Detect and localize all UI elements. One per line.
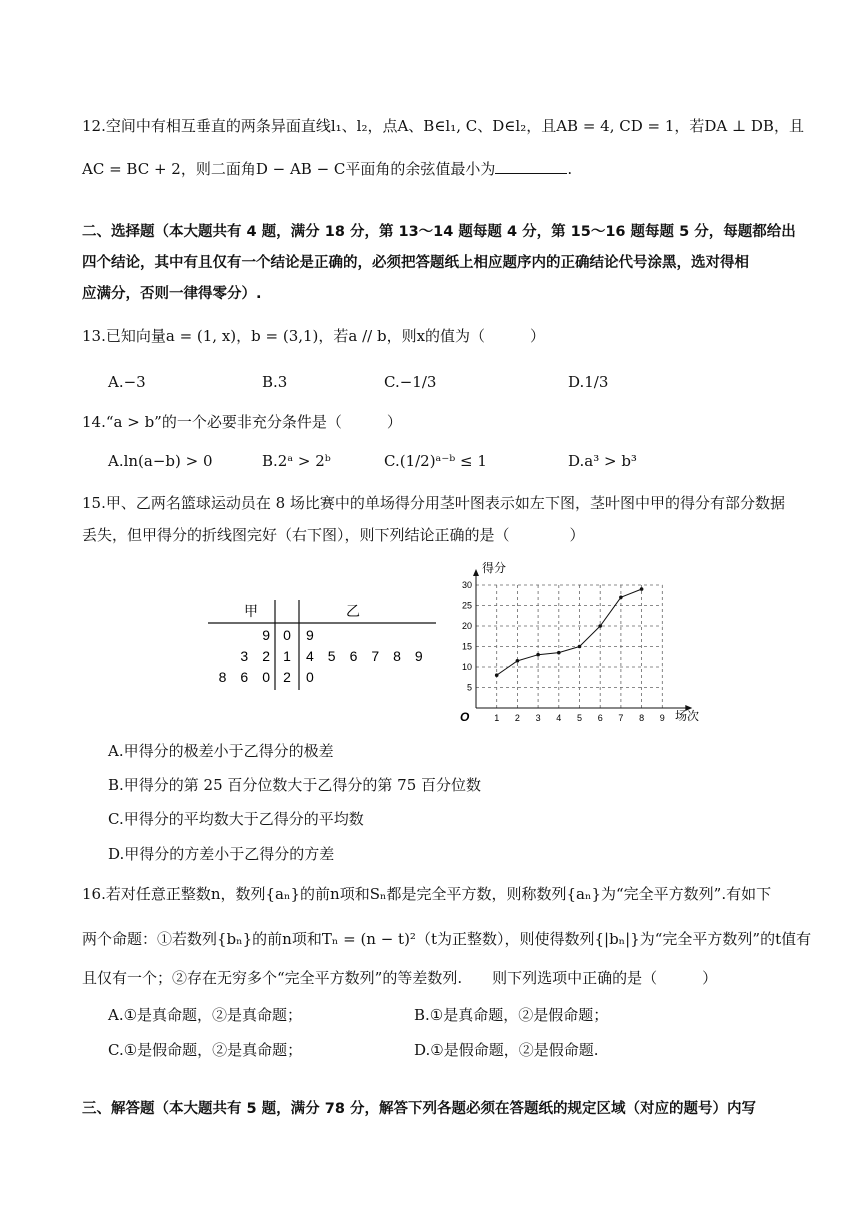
data-point (578, 645, 582, 649)
x-tick-label: 8 (639, 713, 645, 723)
score-line-chart (442, 558, 707, 728)
data-point (516, 659, 520, 663)
stem-leaf-stem-1: 1 (283, 648, 291, 664)
stem-leaf-header-left: 甲 (244, 603, 258, 619)
data-point (557, 651, 561, 655)
stem-leaf-stem-0: 0 (283, 627, 291, 643)
q14-option-a[interactable]: A.ln(a−b) > 0 (108, 452, 213, 470)
q15-option-c[interactable]: C.甲得分的平均数大于乙得分的平均数 (108, 810, 364, 828)
q15-option-a[interactable]: A.甲得分的极差小于乙得分的极差 (108, 742, 334, 760)
y-tick-label: 15 (461, 641, 472, 652)
q13-stem: 13.已知向量a = (1, x)，b = (3,1)，若a // b，则x的值为（ ） (82, 327, 546, 345)
q16-line2: 两个命题：①若数列{bₙ}的前n项和Tₙ = (n − t)²（t为正整数），则使得数列{|bₙ|}为“完全平方数列”的t值有 (82, 930, 812, 948)
chart-xlabel: 场次 (675, 709, 700, 723)
stem-leaf-left-2: 8 6 0 (218, 669, 270, 685)
x-tick-label: 2 (514, 713, 520, 723)
chart-ylabel: 得分 (482, 561, 507, 575)
q12-line2 (82, 160, 572, 178)
y-tick-label: 5 (466, 682, 472, 693)
stem-leaf-stem-2: 2 (283, 669, 291, 685)
data-point (536, 653, 540, 657)
q16-line3: 且仅有一个；②存在无穷多个“完全平方数列”的等差数列. 则下列选项中正确的是（ ） (82, 969, 718, 987)
q13-option-d[interactable]: D.1/3 (568, 373, 609, 391)
y-axis-arrow (473, 569, 479, 576)
chart-axes (473, 569, 692, 711)
answer-blank[interactable] (495, 161, 567, 174)
chart-origin-label: O (460, 710, 470, 724)
x-tick-label: 4 (556, 713, 562, 723)
q14-option-c[interactable]: C.(1/2)ᵃ⁻ᵇ ≤ 1 (384, 452, 487, 470)
q13-option-a[interactable]: A.−3 (108, 373, 146, 391)
section2-line1: 二、选择题（本大题共有 4 题，满分 18 分，第 13～14 题每题 4 分，第 15～16 题每题 5 分，每题都给出 (82, 224, 796, 240)
x-tick-label: 7 (618, 713, 624, 723)
y-tick-label: 25 (461, 600, 472, 611)
y-tick-label: 10 (461, 662, 472, 672)
section2-line2: 四个结论，其中有且仅有一个结论是正确的，必须把答题纸上相应题序内的正确结论代号涂黑，选对得相 (82, 255, 749, 271)
q16-option-c[interactable]: C.①是假命题，②是真命题； (108, 1041, 303, 1059)
q13-option-c[interactable]: C.−1/3 (384, 373, 437, 391)
x-tick-label: 6 (597, 713, 603, 723)
stem-leaf-right-2: 0 (306, 669, 314, 685)
stem-leaf-header-right: 乙 (346, 603, 360, 619)
q16-option-d[interactable]: D.①是假命题，②是假命题. (414, 1041, 599, 1059)
q14-option-b[interactable]: B.2ᵃ > 2ᵇ (262, 452, 331, 470)
q16-line1: 16.若对任意正整数n，数列{aₙ}的前n项和Sₙ都是完全平方数，则称数列{aₙ}为“完全平方数列”.有如下 (82, 885, 772, 903)
section3-line1: 三、解答题（本大题共有 5 题，满分 78 分，解答下列各题必须在答题纸的规定区域（对应的题号）内写 (82, 1101, 756, 1117)
q13-option-b[interactable]: B.3 (262, 373, 288, 391)
data-point (495, 673, 499, 677)
x-tick-label: 3 (535, 713, 541, 723)
x-tick-label: 1 (494, 713, 500, 723)
x-tick-label: 5 (576, 713, 583, 723)
stem-leaf-left-0: 9 (262, 627, 270, 643)
q15-line1: 15.甲、乙两名篮球运动员在 8 场比赛中的单场得分用茎叶图表示如左下图，茎叶图中甲的得分有部分数据 (82, 494, 785, 512)
q12-line1: 12.空间中有相互垂直的两条异面直线l₁、l₂，点A、B∈l₁, C、D∈l₂，且AB = 4, CD = 1，若DA ⊥ DB，且 (82, 117, 804, 135)
q16-option-b[interactable]: B.①是真命题，②是假命题； (414, 1006, 609, 1024)
stem-leaf-plot (208, 598, 436, 692)
q15-option-b[interactable]: B.甲得分的第 25 百分位数大于乙得分的第 75 百分位数 (108, 776, 482, 794)
y-tick-label: 20 (461, 621, 472, 631)
stem-leaf-right-1: 4 5 6 7 8 9 (306, 648, 423, 664)
q15-option-d[interactable]: D.甲得分的方差小于乙得分的方差 (108, 845, 335, 863)
data-point (640, 587, 644, 591)
q15-line2: 丢失，但甲得分的折线图完好（右下图），则下列结论正确的是（ ） (82, 526, 585, 544)
x-tick-label: 9 (659, 713, 665, 723)
q14-option-d[interactable]: D.a³ > b³ (568, 452, 637, 470)
q12-end: . (567, 160, 573, 178)
y-tick-label: 30 (461, 580, 472, 590)
stem-leaf-left-1: 3 2 (240, 648, 270, 664)
stem-leaf-right-0: 9 (306, 627, 314, 643)
q16-option-a[interactable]: A.①是真命题，②是真命题； (108, 1006, 303, 1024)
q12-line2-text: AC = BC + 2，则二面角D − AB − C平面角的余弦值最小为 (82, 160, 496, 178)
data-point (619, 596, 623, 600)
q14-stem: 14.“a > b”的一个必要非充分条件是（ ） (82, 413, 402, 431)
data-point (598, 624, 602, 628)
chart-grid (476, 585, 662, 708)
section2-line3: 应满分，否则一律得零分）. (82, 286, 262, 302)
